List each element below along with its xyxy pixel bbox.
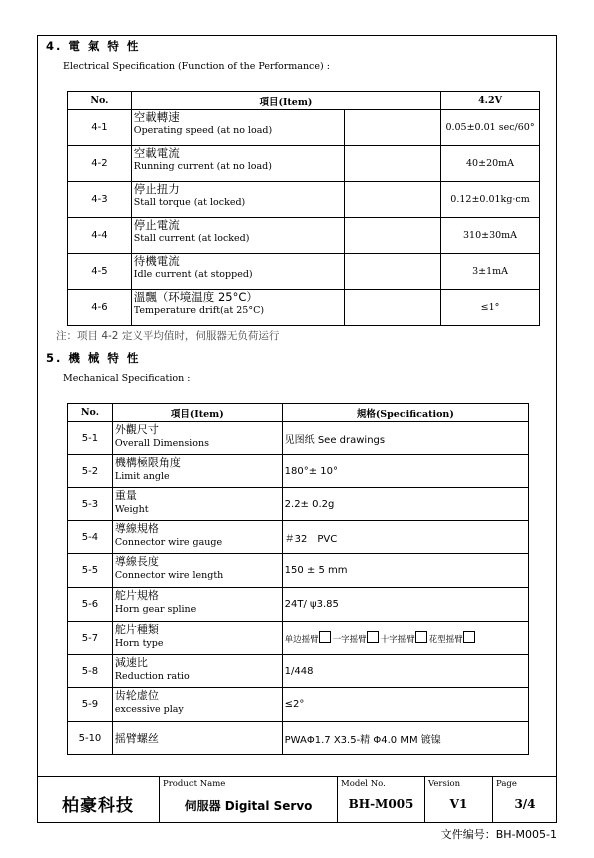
item-name-en: Stall current (at locked) [133, 233, 250, 244]
section-5-title: 5. 機 械 特 性 [46, 351, 141, 365]
row-number: 5-9 [68, 688, 113, 722]
item-name-zh: 齿轮虚位 [114, 689, 159, 702]
row-number: 4-1 [68, 110, 132, 146]
item-name-zh: 導線規格 [114, 522, 159, 535]
item-name-en: Horn gear spline [114, 604, 197, 615]
page-number: 3/4 [514, 797, 536, 811]
row-value: 40±20mA [441, 146, 540, 182]
horn-option-checkbox [463, 631, 475, 643]
header-no: No. [68, 92, 132, 110]
table-row [68, 655, 529, 688]
table-row [68, 455, 529, 488]
item-name-zh: 機構極限角度 [114, 456, 181, 469]
header-item: 項目(Item) [131, 92, 440, 110]
row-spec [282, 622, 528, 655]
horn-option-label: 花型摇臂 [428, 635, 463, 645]
table-row [68, 588, 529, 622]
row-number: 5-1 [68, 422, 113, 455]
row-number: 5-7 [68, 622, 113, 655]
item-name-en: Horn type [114, 638, 164, 649]
item-name-zh: 停止電流 [133, 218, 180, 232]
table-row [68, 146, 540, 182]
row-number: 4-5 [68, 254, 132, 290]
row-item [112, 722, 282, 755]
document-number: 文件编号：BH-M005-1 [440, 828, 557, 841]
row-item [131, 110, 345, 146]
table-row [68, 422, 529, 455]
item-name-en: Connector wire length [114, 570, 224, 581]
blank-cell [345, 146, 441, 182]
item-name-zh: 停止扭力 [133, 182, 180, 196]
row-number: 4-3 [68, 182, 132, 218]
version-cell [424, 777, 492, 823]
item-name-zh: 舵片規格 [114, 589, 159, 602]
header-voltage: 4.2V [441, 92, 540, 110]
horn-option-checkbox [415, 631, 427, 643]
header-spec: 規格(Specification) [282, 404, 528, 422]
header-item: 項目(Item) [112, 404, 282, 422]
product-name-label: Product Name [163, 779, 226, 789]
row-item [112, 554, 282, 588]
item-name-zh: 摇臂螺丝 [114, 731, 159, 745]
page-cell [492, 777, 557, 823]
version-label: Version [428, 779, 461, 789]
item-name-en: Weight [114, 504, 149, 515]
row-number: 5-4 [68, 521, 113, 554]
row-spec: ＃32 PVC [282, 521, 528, 554]
horn-option-label: 单边摇臂 [284, 635, 319, 645]
row-item [131, 254, 345, 290]
table-row [68, 688, 529, 722]
row-item [112, 521, 282, 554]
row-number: 4-2 [68, 146, 132, 182]
row-number: 5-2 [68, 455, 113, 488]
row-spec: 24T/ ψ3.85 [282, 588, 528, 622]
horn-option-checkbox [319, 631, 331, 643]
item-name-zh: 待機電流 [133, 254, 180, 268]
table-header-row [68, 404, 529, 422]
row-item [112, 655, 282, 688]
row-number: 5-8 [68, 655, 113, 688]
table-row [68, 722, 529, 755]
blank-cell [345, 218, 441, 254]
row-item [131, 218, 345, 254]
row-number: 5-5 [68, 554, 113, 588]
row-number: 4-6 [68, 290, 132, 326]
section-4-subtitle: Electrical Specification (Function of the Performance) : [63, 61, 330, 72]
horn-option-label: 一字摇臂 [332, 635, 367, 645]
item-name-en: Stall torque (at locked) [133, 197, 246, 208]
row-item [112, 455, 282, 488]
model-number: BH-M005 [348, 797, 414, 811]
model-label: Model No. [341, 779, 386, 789]
mechanical-spec-table [67, 403, 529, 755]
blank-cell [345, 110, 441, 146]
table-row [68, 554, 529, 588]
blank-cell [345, 182, 441, 218]
section-4-note: 注：项目 4-2 定义平均值时，伺服器无负荷运行 [56, 330, 280, 342]
table-row [68, 488, 529, 521]
item-name-zh: 外觀尺寸 [114, 423, 159, 436]
row-spec: 180°± 10° [282, 455, 528, 488]
row-spec: 2.2± 0.2g [282, 488, 528, 521]
row-item [131, 146, 345, 182]
table-row [68, 521, 529, 554]
item-name-en: Idle current (at stopped) [133, 269, 253, 280]
table-row [68, 254, 540, 290]
table-row [68, 182, 540, 218]
row-item [112, 488, 282, 521]
table-row [68, 218, 540, 254]
row-item [112, 688, 282, 722]
item-name-zh: 溫飄（环境温度 25°C） [133, 290, 258, 304]
blank-cell [345, 290, 441, 326]
row-item [112, 588, 282, 622]
version-value: V1 [449, 797, 468, 811]
row-value: 0.05±0.01 sec/60° [441, 110, 540, 146]
row-spec: ≤2° [282, 688, 528, 722]
table-row [68, 290, 540, 326]
table-row [68, 110, 540, 146]
page-label: Page [496, 779, 517, 789]
table-row [68, 622, 529, 655]
horn-option-checkbox [367, 631, 379, 643]
section-5-subtitle: Mechanical Specification : [63, 373, 191, 384]
title-block [37, 776, 557, 823]
row-spec: 1/448 [282, 655, 528, 688]
row-spec: PWAΦ1.7 X3.5-精 Φ4.0 MM 镀镍 [282, 722, 528, 755]
item-name-zh: 空載電流 [133, 146, 180, 160]
item-name-en: Temperature drift(at 25°C) [133, 305, 265, 316]
company-name: 柏豪科技 [62, 796, 134, 816]
item-name-en: Operating speed (at no load) [133, 125, 273, 136]
electrical-spec-table [67, 91, 540, 326]
row-item [131, 290, 345, 326]
row-item [112, 422, 282, 455]
row-number: 4-4 [68, 218, 132, 254]
item-name-en: Limit angle [114, 471, 170, 482]
row-value: 0.12±0.01kg·cm [441, 182, 540, 218]
row-number: 5-6 [68, 588, 113, 622]
row-value: 3±1mA [441, 254, 540, 290]
item-name-en: Running current (at no load) [133, 161, 272, 172]
product-name-cell [159, 777, 337, 823]
item-name-en: excessive play [114, 704, 184, 715]
section-4-title: 4. 電 氣 特 性 [46, 39, 141, 53]
item-name-zh: 導線長度 [114, 555, 159, 568]
item-name-zh: 重量 [114, 489, 137, 502]
item-name-zh: 減速比 [114, 656, 148, 669]
item-name-zh: 舵片種類 [114, 623, 159, 636]
model-cell [337, 777, 424, 823]
product-name: 伺服器 Digital Servo [184, 799, 313, 813]
item-name-en: Reduction ratio [114, 671, 190, 682]
header-no: No. [68, 404, 113, 422]
row-item [131, 182, 345, 218]
table-header-row [68, 92, 540, 110]
item-name-zh: 空載轉速 [133, 110, 180, 124]
horn-option-label: 十字摇臂 [380, 635, 415, 645]
row-value: 310±30mA [441, 218, 540, 254]
blank-cell [345, 254, 441, 290]
item-name-en: Connector wire gauge [114, 537, 223, 548]
row-spec: 见图纸 See drawings [282, 422, 528, 455]
row-spec: 150 ± 5 mm [282, 554, 528, 588]
row-number: 5-3 [68, 488, 113, 521]
row-number: 5-10 [68, 722, 113, 755]
row-item [112, 622, 282, 655]
item-name-en: Overall Dimensions [114, 438, 209, 449]
row-value: ≤1° [441, 290, 540, 326]
